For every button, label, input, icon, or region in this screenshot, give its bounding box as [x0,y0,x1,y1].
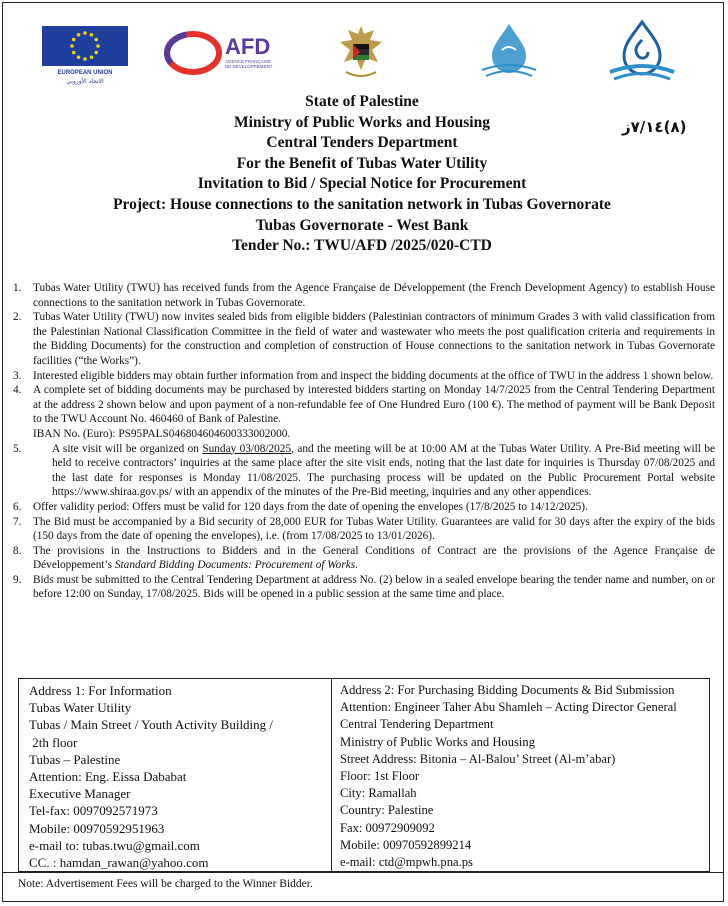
address-2-line: Address 2: For Purchasing Bidding Documents & Bid Submission [340,683,675,697]
item-4 [13,383,715,441]
eagle-seal-icon [334,20,388,84]
afd-logo [163,30,293,81]
address-2-line: Mobile: 00970592899214 [340,837,472,852]
header-project: Project: House connections to the sanitation network in Tubas Governorate [113,195,611,213]
fees-note: Note: Advertisement Fees will be charged to the Winner Bidder. [18,878,313,890]
address-2-line: Ministry of Public Works and Housing [340,734,536,749]
item-text-pre: A site visit will be organized on [52,442,203,455]
item-text: Offer validity period: Offers must be valid for 120 days from the date of opening the envelopes (17/8/2025 to 14/12/2025). [33,500,588,513]
item-number: 4. [13,384,22,397]
item-number: 5. [13,442,22,455]
afd-sub-2: DE DÉVELOPPEMENT [225,64,273,69]
eu-star-icon [83,31,87,35]
address-2-line: Floor: 1st Floor [340,769,420,784]
address-1-cell [19,679,332,871]
address-1-line: Attention: Eng. Eissa Dababat [29,769,187,785]
item-text: The Bid must be accompanied by a Bid security of 28,000 EUR for Tubas Water Utility. Guarantees are valid for 30 days after the expiry of the bids (150 days from the date of opening the envelopes), i.e. (from 17/08/2025 to 13/01/2026). [33,515,715,543]
note-divider [2,872,724,873]
item-number: 9. [13,573,22,586]
eu-star-icon [90,55,94,59]
item-text-pre: The provisions in the Instructions to Bidders and in the General Conditions of Contract are the provisions of the Agence Française de Développement’s [33,544,715,572]
eu-star-icon [77,55,81,59]
item-2 [13,310,715,368]
item-5 [13,442,715,500]
palestine-seal [334,20,388,89]
address-1-line: Address 1: For Information [29,683,172,698]
address-2-email: e-mail: ctd@mpwh.pna.ps [340,855,473,870]
address-2-cell [332,679,708,871]
utility-drop-icon [604,18,680,84]
item-iban: IBAN No. (Euro): PS95PALS046804604600333002000. [33,427,291,440]
header-department: Central Tenders Department [266,134,458,152]
item-text: Bids must be submitted to the Central Tendering Department at address No. (2) below in a sealed envelope bearing the tender name and number, on or before 12:00 on Sunday, 17/08/2025. Bids will be opened in a public session at the same time and place. [33,573,715,601]
afd-wordmark: AFD [225,34,271,59]
item-text-post: , and the meeting will be at 10:00 AM at the Tubas Water Utility. A Pre-Bid meeting will be held to receive contractors’ inquiries at the same place after the site visit ends, noting that the last date for inquiries is Thursday 07/08/2025 and the last date for responses is Monday 11/08/2025. The purchasing process will be updated on the Public Procurement Portal website https://www.shiraa.gov.ps/ with an appendix of the minutes of the Pre-Bid meeting, inquiries and any other appendices. [52,442,716,499]
site-visit-date: Sunday 03/08/2025 [202,442,292,455]
item-6 [13,500,715,515]
header-beneficiary: For the Benefit of Tubas Water Utility [236,154,488,172]
eu-star-icon [83,57,87,61]
address-2-line: City: Ramallah [340,786,417,801]
address-1-line: Tubas / Main Street / Youth Activity Building / [29,717,274,733]
item-number: 3. [13,369,22,382]
address-1-line: Executive Manager [29,786,131,802]
address-1-line: Tel-fax: 0097092571973 [29,803,158,819]
header-notice-type: Invitation to Bid / Special Notice for Procurement [197,175,527,193]
item-number: 8. [13,544,22,557]
eu-star-icon [96,44,100,48]
address-1-email: e-mail to: tubas.twu@gmail.com [29,837,200,853]
tubas-water-logo [604,18,680,89]
item-8 [13,544,715,573]
header-tender-no: Tender No.: TWU/AFD /2025/020-CTD [232,237,492,255]
eu-caption-ar: الاتحاد الأوروبي [66,78,104,85]
header-ministry: Ministry of Public Works and Housing [234,113,490,131]
item-number: 2. [13,311,22,324]
eu-logo [42,26,128,91]
eu-flag-icon [42,26,128,86]
eu-star-icon [77,33,81,37]
address-1-line: Tubas Water Utility [29,700,132,716]
item-9 [13,573,715,602]
water-drop-icon [474,20,544,82]
item-text: Interested eligible bidders may obtain further information from and inspect the bidding documents at the office of TWU in the address 1 shown below. [33,369,714,382]
logo-strip [0,0,724,92]
eu-star-icon [90,33,94,37]
item-7 [13,515,715,544]
address-1-line: Mobile: 00970592951963 [29,820,165,836]
item-number: 7. [13,515,22,528]
standard-documents-title: Standard Bidding Documents: Procurement of Works [114,559,356,572]
header-block [0,92,724,257]
item-text: Tubas Water Utility (TWU) now invites sealed bids from eligible bidders (Palestinian contractors of minimum Grades 3 with valid classification from the Palestinian National Classification Committee in the field of water and wastewater who meets the post qualification criteria and requirements in the Bidding Documents) for the construction and completion of construction of House connections to the sanitation network in Tubas Governorate facilities (“the Works”). [33,311,715,367]
address-table [18,678,710,872]
arabic-reference: (٨)٧/١٤ز [622,118,687,136]
notice-items [13,281,715,602]
item-1 [13,281,715,310]
item-number: 1. [13,282,22,294]
item-text: Tubas Water Utility (TWU) has received funds from the Agence Française de Développement (the French Development Agency) to establish House connections to the sanitation network in Tubas Governorate. [33,282,715,309]
eu-star-icon [72,38,76,42]
address-1-cc: CC. : hamdan_rawan@yahoo.com [29,855,209,871]
water-authority-logo [474,20,544,87]
item-number: 6. [13,500,22,513]
address-1-line: 2th floor [29,734,78,750]
address-2-line: Country: Palestine [340,803,434,818]
item-3 [13,369,715,384]
address-2-line: Central Tendering Department [340,717,494,732]
eu-caption-en: EUROPEAN UNION [57,70,113,76]
item-text: A complete set of bidding documents may be purchased by interested bidders starting on Monday 14/7/2025 from the Central Tendering Department at the address 2 shown below and upon payment of a non-refundable fee of One Hundred Euro (100 €). The method of payment will be Bank Deposit to the TWU Account No. 460460 of Bank of Palestine. [33,384,715,426]
address-2-line: Attention: Engineer Taher Abu Shamleh – Acting Director General [340,700,677,715]
eu-star-icon [70,44,74,48]
header-state: State of Palestine [305,93,419,110]
eu-star-icon [94,51,98,55]
address-2-line: Fax: 00972909092 [340,820,435,835]
afd-sub-1: AGENCE FRANÇAISE [225,59,272,64]
item-text-post: . [355,559,358,572]
address-2-line: Street Address: Bitonia – Al-Balou’ Street (Al-m’abar) [340,751,616,766]
eu-star-icon [94,38,98,42]
header-location: Tubas Governorate - West Bank [255,216,469,234]
eu-star-icon [72,51,76,55]
address-1-line: Tubas – Palestine [29,751,121,767]
